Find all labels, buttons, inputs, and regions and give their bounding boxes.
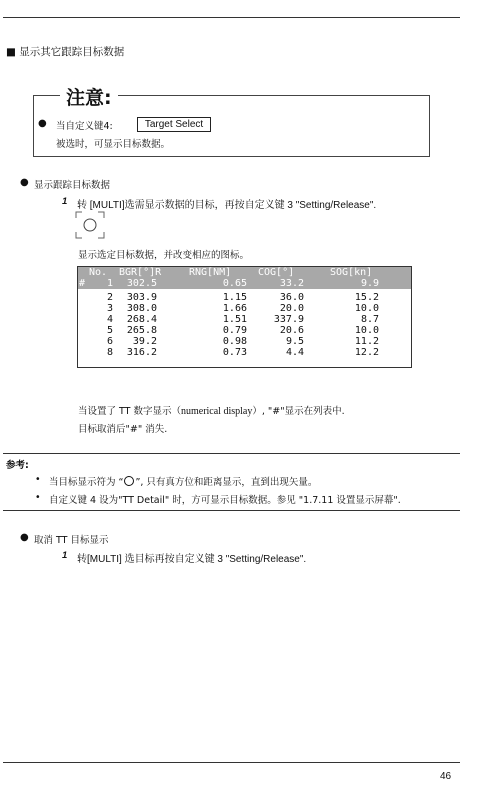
row-sog: 12.2 — [354, 347, 379, 358]
numeric-display-note — [78, 403, 345, 417]
row-no: 6 — [106, 336, 113, 347]
row-cog: 9.5 — [285, 336, 304, 347]
note-bullet-icon: ● — [38, 118, 47, 129]
row-cog: 33.2 — [279, 278, 304, 289]
row-no: 4 — [106, 314, 113, 325]
reference-bullet-icon: • — [35, 492, 41, 503]
header-cog: COG[°] — [258, 267, 295, 278]
step-instruction: 转 [MULTI]选需显示数据的目标，再按自定义键 3 "Setting/Release". — [77, 200, 377, 211]
note-line1: 当自定义键4: — [56, 121, 113, 132]
section-title — [6, 44, 124, 59]
row-bgr: 308.0 — [126, 303, 157, 314]
table-row — [78, 336, 411, 347]
header-rng: RNG[NM] — [189, 267, 232, 278]
row-bgr: 39.2 — [132, 336, 157, 347]
row-bgr: 316.2 — [126, 347, 157, 358]
row-rng: 1.66 — [222, 303, 247, 314]
row-sog: 11.2 — [354, 336, 379, 347]
reference-item-1 — [49, 474, 317, 488]
row-rng: 0.65 — [222, 278, 247, 289]
row-no: 2 — [106, 292, 113, 303]
row-bgr: 302.5 — [126, 278, 157, 289]
header-sog: SOG[kn] — [330, 267, 373, 278]
row-rng: 1.51 — [222, 314, 247, 325]
row-cog: 20.6 — [279, 325, 304, 336]
cancel-heading: 取消 TT 目标显示 — [34, 535, 109, 546]
reference-top-rule — [3, 453, 460, 454]
row-cog: 20.0 — [279, 303, 304, 314]
reference-bottom-rule — [3, 510, 460, 511]
row-cog: 4.4 — [285, 347, 304, 358]
tt-data-table — [77, 266, 412, 368]
row-no: 5 — [106, 325, 113, 336]
reference-title: 参考: — [6, 460, 29, 471]
row-cog: 36.0 — [279, 292, 304, 303]
square-bullet-icon: ■ — [6, 46, 16, 58]
table-row — [78, 314, 411, 325]
table-caption: 显示选定目标数据，并改变相应的图标。 — [78, 250, 250, 261]
row-rng: 0.79 — [222, 325, 247, 336]
target-circle-icon — [124, 476, 134, 486]
row-no: 1 — [106, 278, 113, 289]
reference-item-1-a: 当目标显示符为 “ — [49, 477, 124, 488]
table-row — [78, 292, 411, 303]
row-no: 3 — [106, 303, 113, 314]
header-no: No. — [89, 267, 108, 278]
row-bgr: 303.9 — [126, 292, 157, 303]
cancel-step-instruction: 转[MULTI] 选目标再按自定义键 3 "Setting/Release". — [77, 554, 307, 565]
target-select-key: Target Select — [137, 117, 211, 132]
table-row — [78, 325, 411, 336]
row-bgr: 265.8 — [126, 325, 157, 336]
bottom-rule — [3, 762, 460, 763]
step-number: 1 — [62, 196, 68, 207]
reference-item-2: 自定义键 4 设为"TT Detail" 时，方可显示目标数据。参见 "1.7.11 设置显示屏幕". — [49, 495, 401, 506]
cancel-step-number: 1 — [62, 550, 68, 561]
row-sog: 9.9 — [360, 278, 379, 289]
table-row — [78, 303, 411, 314]
cancel-bullet-icon: ● — [20, 532, 29, 543]
numeric-display-term: numerical display — [180, 406, 253, 417]
row-sog: 8.7 — [360, 314, 379, 325]
table-row — [78, 347, 411, 358]
row-rng: 0.73 — [222, 347, 247, 358]
row-sog: 10.0 — [354, 325, 379, 336]
row-cog: 337.9 — [273, 314, 304, 325]
section-title-text: 显示其它跟踪目标数据 — [19, 46, 125, 58]
reference-item-1-b: ”, 只有真方位和距离显示，直到出现矢量。 — [135, 477, 318, 488]
numeric-display-note-a: 当设置了 TT 数字显示（ — [78, 406, 181, 417]
top-rule — [3, 17, 460, 18]
table-row — [78, 278, 411, 289]
note-title: 注意: — [60, 83, 118, 110]
table-header-row — [78, 267, 411, 278]
row-no: 8 — [106, 347, 113, 358]
row-rng: 1.15 — [222, 292, 247, 303]
row-rng: 0.98 — [222, 336, 247, 347]
row-sog: 15.2 — [354, 292, 379, 303]
reference-bullet-icon: • — [35, 474, 41, 485]
numeric-display-note-c: ）, "#"显示在列表中. — [252, 406, 345, 417]
display-heading: 显示跟踪目标数据 — [34, 180, 111, 191]
page-number: 46 — [440, 771, 452, 782]
note-line2: 被选时，可显示目标数据。 — [56, 139, 171, 150]
row-sog: 10.0 — [354, 303, 379, 314]
row-bgr: 268.4 — [126, 314, 157, 325]
display-bullet-icon: ● — [20, 177, 29, 188]
target-cancel-note: 目标取消后"#" 消失. — [78, 424, 168, 435]
header-bgr: BGR[°]R — [119, 267, 162, 278]
row-mark: # — [79, 278, 86, 289]
selected-target-symbol-icon — [75, 211, 105, 239]
